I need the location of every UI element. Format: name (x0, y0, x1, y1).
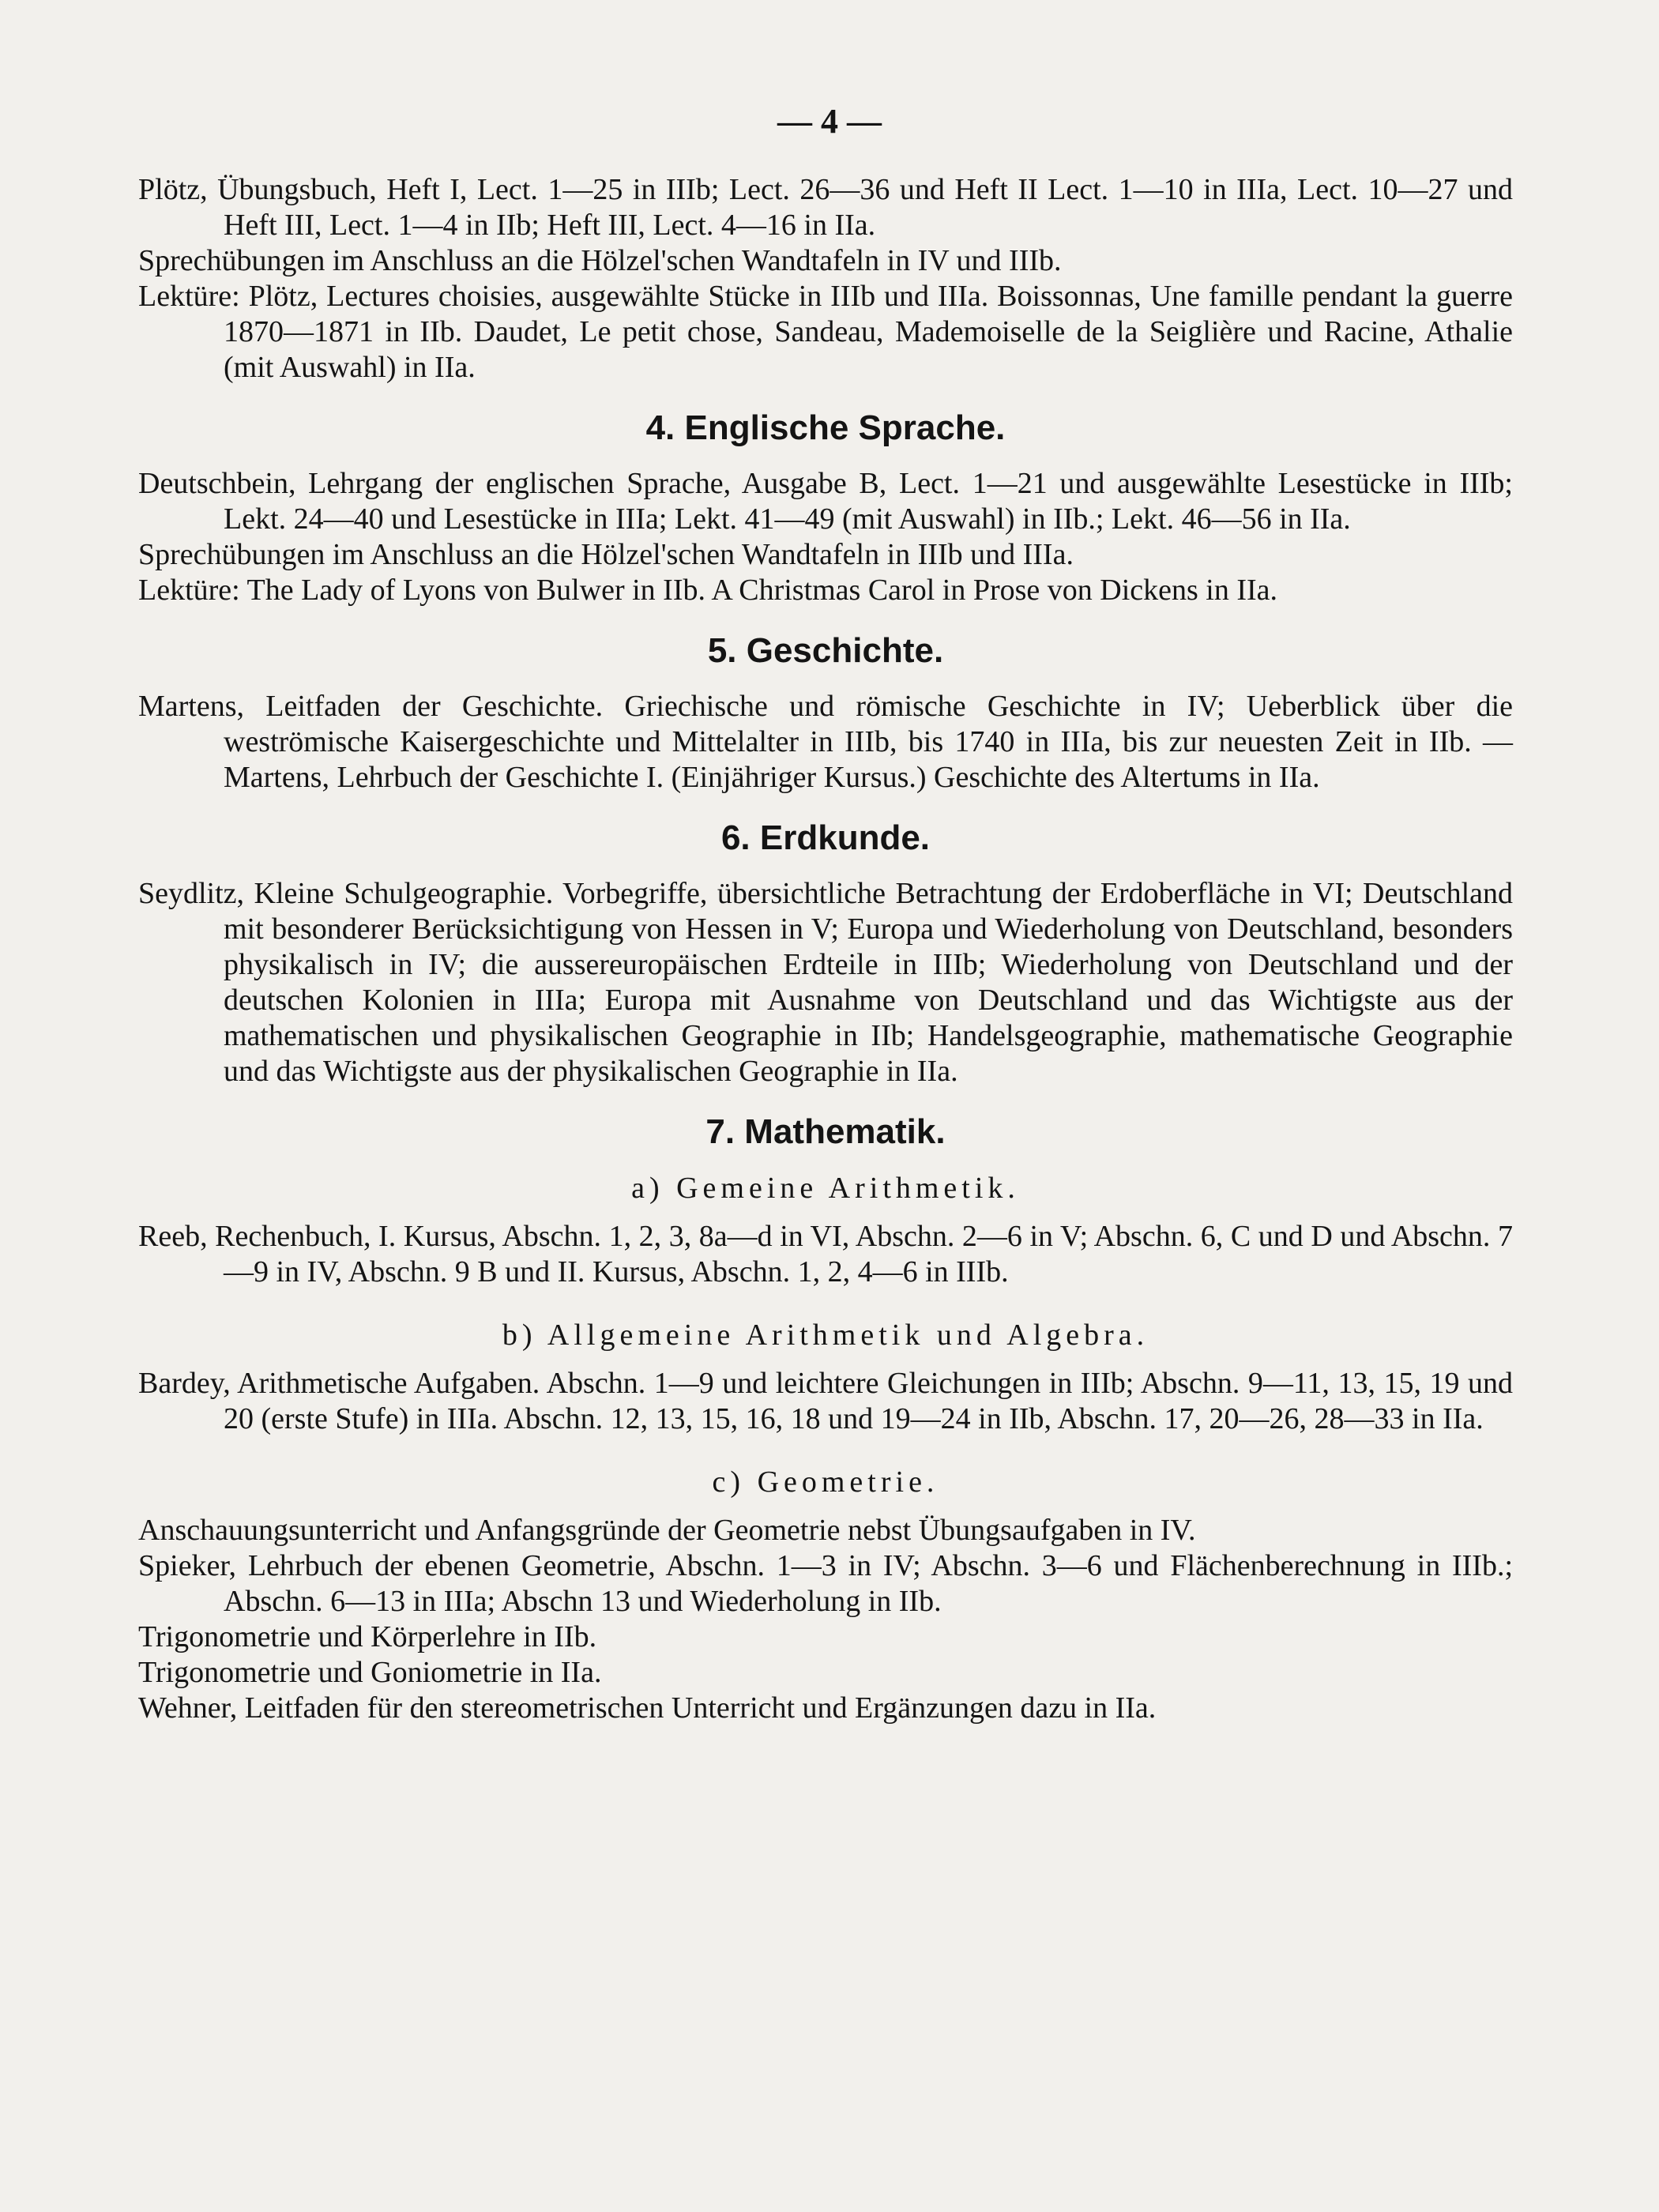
text-entry: Trigonometrie und Körperlehre in IIb. (138, 1620, 597, 1653)
text-entry: Deutschbein, Lehrgang der englischen Sprache, Ausgabe B, Lect. 1—21 und ausgewählte Lesestücke in IIIb; Lekt. 24—40 und Lesestücke in IIIa; Lekt. 41—49 (mit Auswahl) in IIb.; Lekt. 46—56 in IIa. (138, 467, 1513, 536)
text-entry: Bardey, Arithmetische Aufgaben. Abschn. 1—9 und leichtere Gleichungen in IIIb; Abschn. 9—11, 13, 15, 19 und 20 (erste Stufe) in IIIa. Abschn. 12, 13, 15, 16, 18 und 19—24 in IIb, Abschn. 17, 20—26, 28—33 in IIa. (138, 1367, 1513, 1435)
text-entry: Seydlitz, Kleine Schulgeographie. Vorbegriffe, übersichtliche Betrachtung der Erdoberfläche in VI; Deutschland mit besonderer Berücksichtigung von Hessen in V; Europa und Wiederholung von Deutschland, besonders physikalisch in IV; die aussereuropäischen Erdteile in IIIb; Wiederholung von Deutschland und der deutschen Kolonien in IIIa; Europa mit Ausnahme von Deutschland und das Wichtigste aus der mathematischen und physikalischen Geographie in IIb; Handelsgeographie, mathematische Geographie und das Wichtigste aus der physikalischen Geographie in IIa. (138, 877, 1513, 1088)
text-entry: Spieker, Lehrbuch der ebenen Geometrie, Abschn. 1—3 in IV; Abschn. 3—6 und Flächenberechnung in IIIb.; Abschn. 6—13 in IIIa; Abschn 13 und Wiederholung in IIb. (138, 1549, 1513, 1618)
spacer (138, 1437, 1513, 1453)
section-heading: 6. Erdkunde. (720, 818, 931, 857)
text-entry: Plötz, Übungsbuch, Heft I, Lect. 1—25 in IIIb; Lect. 26—36 und Heft II Lect. 1—10 in IIIa, Lect. 10—27 und Heft III, Lect. 1—4 in IIb; Heft III, Lect. 4—16 in IIa. (138, 173, 1513, 242)
text-entry: Anschauungsunterricht und Anfangsgründe der Geometrie nebst Übungsaufgaben in IV. (138, 1514, 1196, 1547)
text-entry: Martens, Leitfaden der Geschichte. Griechische und römische Geschichte in IV; Ueberblick über die weströmische Kaisergeschichte und Mittelalter in IIIb, bis 1740 in IIIa, bis zur neuesten Zeit in IIb. — Martens, Lehrbuch der Geschichte I. (Einjähriger Kursus.) Geschichte des Altertums in IIa. (138, 690, 1513, 794)
text-entry: Sprechübungen im Anschluss an die Hölzel'schen Wandtafeln in IV und IIIb. (138, 244, 1062, 277)
text-entry: Lektüre: Plötz, Lectures choisies, ausgewählte Stücke in IIIb und IIIa. Boissonnas, Une famille pendant la guerre 1870—1871 in IIb. Daudet, Le petit chose, Sandeau, Mademoiselle de la Seiglière und Racine, Athalie (mit Auswahl) in IIa. (138, 280, 1513, 384)
text-entry: Sprechübungen im Anschluss an die Hölzel'schen Wandtafeln in IIIb und IIIa. (138, 538, 1074, 571)
text-entry: Wehner, Leitfaden für den stereometrischen Unterricht und Ergänzungen dazu in IIa. (138, 1691, 1157, 1725)
section-heading: 7. Mathematik. (705, 1112, 946, 1151)
page-content (138, 172, 1513, 1726)
text-entry: Reeb, Rechenbuch, I. Kursus, Abschn. 1, 2, 3, 8a—d in VI, Abschn. 2—6 in V; Abschn. 6, C und D und Abschn. 7—9 in IV, Abschn. 9 B und II. Kursus, Abschn. 1, 2, 4—6 in IIIb. (138, 1220, 1513, 1288)
spacer (138, 1290, 1513, 1306)
text-entry: Lektüre: The Lady of Lyons von Bulwer in IIb. A Christmas Carol in Prose von Dickens in IIa. (138, 574, 1278, 607)
subsection-heading: b) Allgemeine Arithmetik und Algebra. (502, 1319, 1149, 1352)
section-heading: 4. Englische Sprache. (645, 408, 1006, 447)
page-number: — 4 — (777, 102, 882, 141)
subsection-heading: c) Geometrie. (712, 1465, 939, 1499)
text-entry: Trigonometrie und Goniometrie in IIa. (138, 1656, 602, 1689)
section-heading: 5. Geschichte. (707, 631, 944, 670)
subsection-heading: a) Gemeine Arithmetik. (631, 1172, 1020, 1205)
